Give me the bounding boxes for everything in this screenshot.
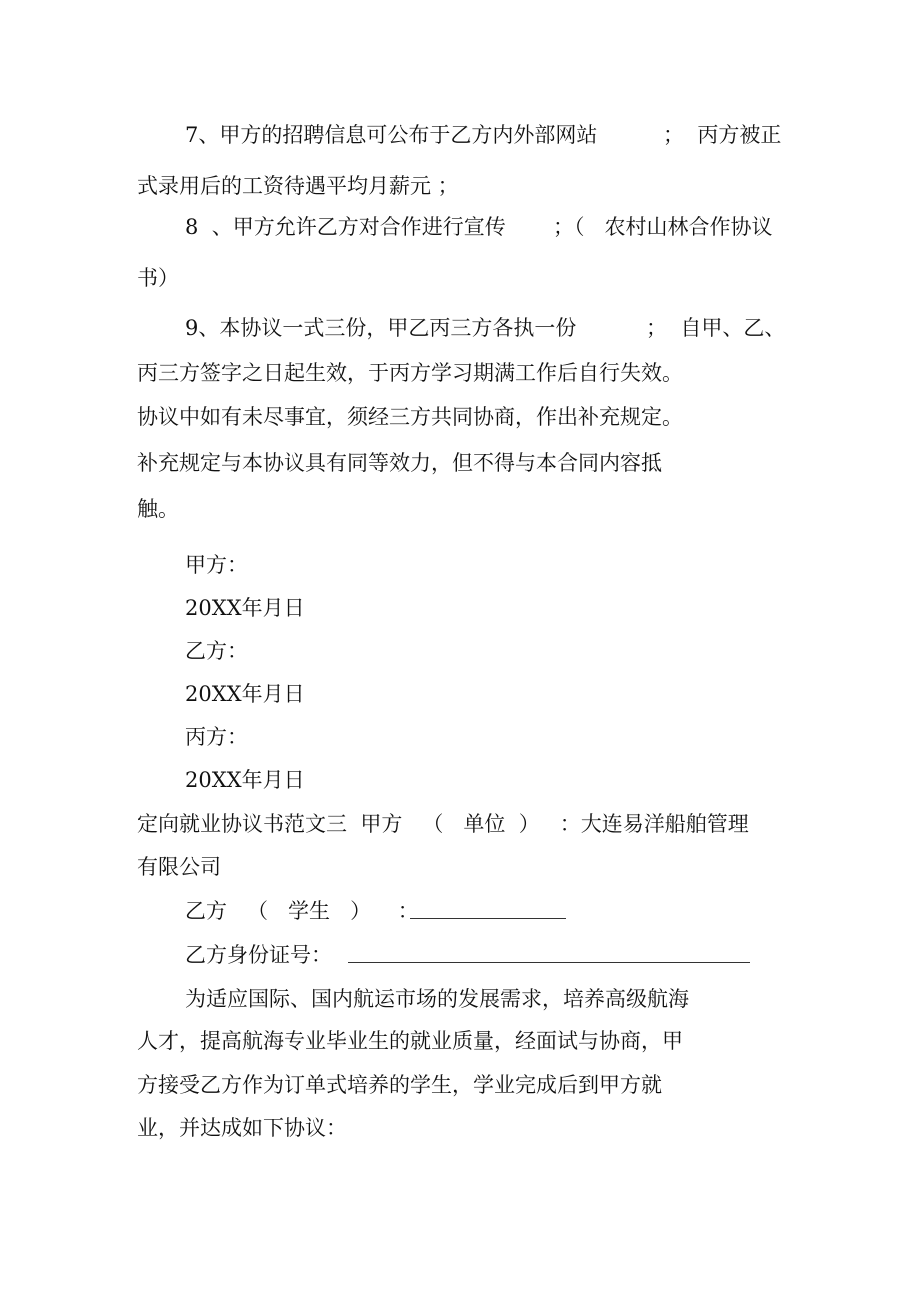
- party-a-date: 20XX年月日: [185, 596, 305, 620]
- clause-7-line-1: 7、甲方的招聘信息可公布于乙方内外部网站: [185, 123, 598, 147]
- clause-8-line-2: 书）: [137, 266, 179, 290]
- student-label: 乙方 （ 学生 ） ：: [185, 899, 419, 923]
- clause-9-line-4: 补充规定与本协议具有同等效力，但不得与本合同内容抵: [137, 451, 662, 475]
- intro-line-4: 业，并达成如下协议：: [137, 1116, 347, 1140]
- student-name-blank: [410, 918, 566, 919]
- clause-9-line-3: 协议中如有未尽事宜，须经三方共同协商，作出补充规定。: [137, 405, 683, 429]
- party-b-date: 20XX年月日: [185, 682, 305, 706]
- template-3-heading-cont: 有限公司: [137, 855, 221, 879]
- clause-7-line-2: 式录用后的工资待遇平均月薪元 ；: [137, 174, 459, 198]
- clause-8-line-1-tail: ；（ 农村山林合作协议: [553, 215, 773, 239]
- template-3-heading: 定向就业协议书范文三 甲方 （ 单位 ） ：大连易洋船舶管理: [137, 812, 749, 836]
- clause-7-line-1-tail: ； 丙方被正: [663, 123, 782, 147]
- party-b-label: 乙方：: [185, 639, 248, 663]
- clause-9-line-1-tail: ； 自甲、乙、: [646, 316, 786, 340]
- clause-9-line-2: 丙三方签字之日起生效，于丙方学习期满工作后自行失效。: [137, 361, 683, 385]
- id-number-blank: [348, 962, 750, 963]
- party-c-date: 20XX年月日: [185, 768, 305, 792]
- party-c-label: 丙方：: [185, 725, 248, 749]
- intro-line-3: 方接受乙方作为订单式培养的学生，学业完成后到甲方就: [137, 1073, 662, 1097]
- party-a-label: 甲方：: [185, 553, 248, 577]
- clause-8-line-1: 8 、甲方允许乙方对合作进行宣传: [185, 215, 506, 239]
- clause-9-line-5: 触。: [137, 497, 179, 521]
- id-number-label: 乙方身份证号：: [185, 943, 332, 967]
- intro-line-1: 为适应国际、国内航运市场的发展需求，培养高级航海: [185, 987, 689, 1011]
- clause-9-line-1: 9、本协议一式三份，甲乙丙三方各执一份: [185, 316, 577, 340]
- intro-line-2: 人才，提高航海专业毕业生的就业质量，经面试与协商，甲: [137, 1029, 683, 1053]
